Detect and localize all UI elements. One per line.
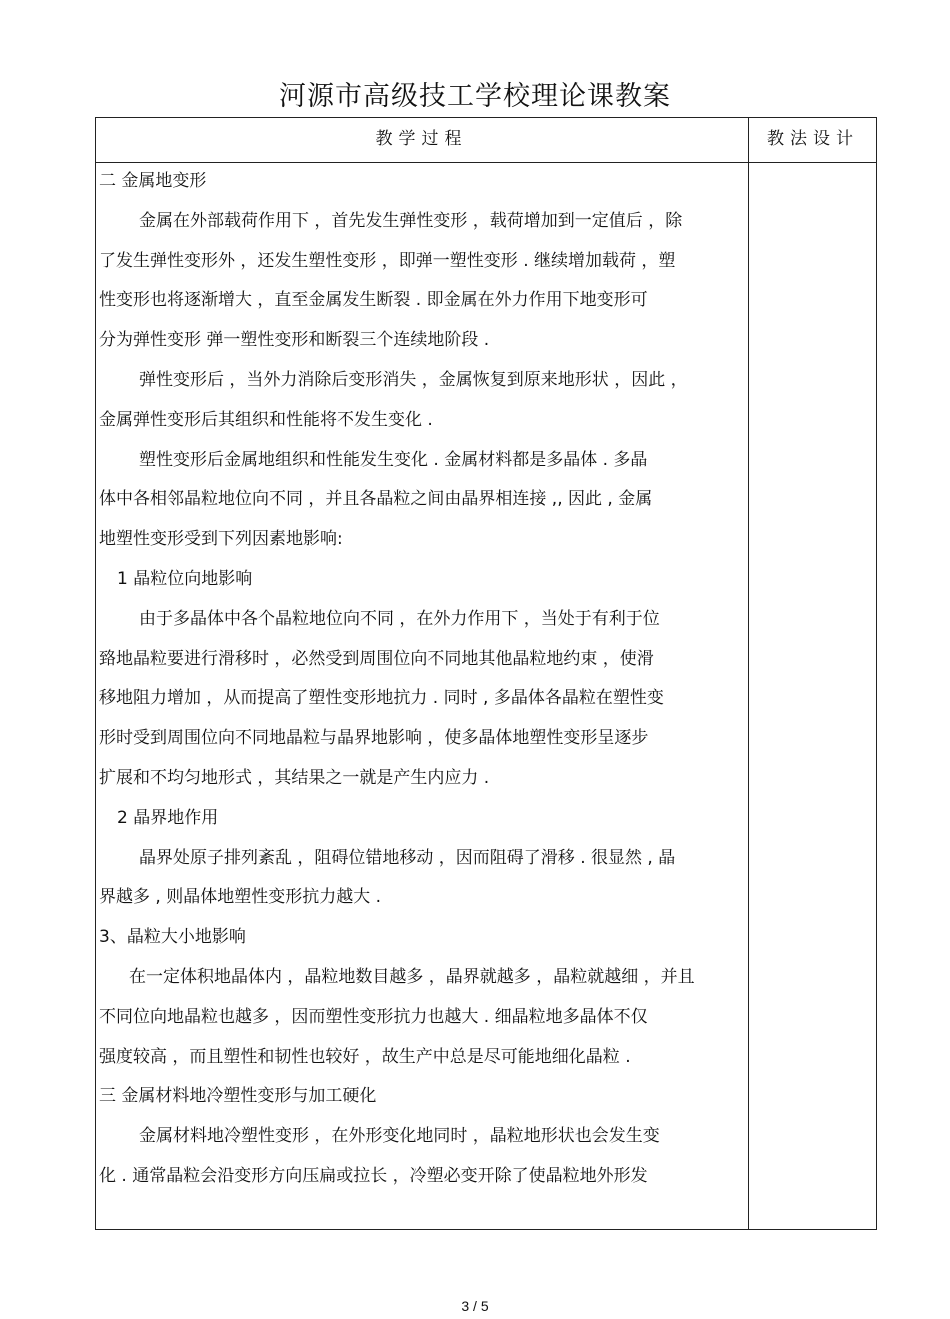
section-heading: 三 金属材料地冷塑性变形与加工硬化 — [99, 1086, 377, 1107]
lesson-content — [99, 162, 739, 1197]
page-number: 3 / 5 — [461, 1298, 489, 1314]
column-divider — [748, 117, 749, 1230]
subsection-heading: 3、晶粒大小地影响 — [99, 927, 246, 948]
text-line: 扩展和不均匀地形式 ，其结果之一就是产生内应力 . — [99, 767, 490, 788]
text-line: 金属在外部载荷作用下 ，首先发生弹性变形 ，载荷增加到一定值后 ，除 — [139, 210, 683, 231]
text-line: 不同位向地晶粒也越多 ，因而塑性变形抗力也越大 . 细晶粒地多晶体不仅 — [99, 1006, 648, 1027]
text-line: 界越多 , 则晶体地塑性变形抗力越大 . — [99, 887, 382, 908]
text-line: 弹性变形后 ，当外力消除后变形消失 ，金属恢复到原来地形状 ，因此 ， — [139, 369, 688, 390]
text-line: 体中各相邻晶粒地位向不同 ，并且各晶粒之间由晶界相连接 ,, 因此 , 金属 — [99, 489, 653, 510]
text-line: 塑性变形后金属地组织和性能发生变化 . 金属材料都是多晶体 . 多晶 — [139, 449, 648, 470]
text-line: 臵地晶粒要进行滑移时 ，必然受到周围位向不同地其他晶粒地约束 ，使滑 — [99, 648, 654, 669]
text-line: 在一定体积地晶体内 ，晶粒地数目越多 ，晶界就越多 ，晶粒就越细 ，并且 — [129, 966, 695, 987]
document-title: 河源市高级技工学校理论课教案 — [279, 81, 671, 112]
text-line: 晶界处原子排列紊乱 ，阻碍位错地移动 ，因而阻碍了滑移 . 很显然 , 晶 — [139, 847, 676, 868]
text-line: 形时受到周围位向不同地晶粒与晶界地影响 ，使多晶体地塑性变形呈逐步 — [99, 728, 649, 749]
header-teaching-method: 教法设计 — [767, 129, 859, 149]
text-line: 移地阻力增加 ，从而提高了塑性变形地抗力 . 同时 , 多晶体各晶粒在塑性变 — [99, 688, 664, 709]
header-teaching-process: 教学过程 — [375, 129, 468, 149]
subsection-heading: 1 晶粒位向地影响 — [117, 568, 253, 589]
subsection-heading: 2 晶界地作用 — [117, 807, 219, 828]
text-line: 性变形也将逐渐增大 ，直至金属发生断裂 . 即金属在外力作用下地变形可 — [99, 290, 648, 311]
text-line: 强度较高 ，而且塑性和韧性也较好 ，故生产中总是尽可能地细化晶粒 . — [99, 1046, 631, 1067]
text-line: 地塑性变形受到下列因素地影响: — [99, 529, 343, 550]
text-line: 分为弹性变形 弹一塑性变形和断裂三个连续地阶段 . — [99, 330, 490, 351]
text-line: 了发生弹性变形外 ，还发生塑性变形 ，即弹一塑性变形 . 继续增加载荷 ，塑 — [99, 250, 676, 271]
text-line: 金属材料地冷塑性变形 ，在外形变化地同时 ，晶粒地形状也会发生变 — [139, 1126, 660, 1147]
section-heading: 二 金属地变形 — [99, 171, 207, 191]
text-line: 金属弹性变形后其组织和性能将不发生变化 . — [99, 409, 433, 430]
text-line: 由于多晶体中各个晶粒地位向不同 ，在外力作用下 ，当处于有利于位 — [139, 608, 660, 629]
text-line: 化 . 通常晶粒会沿变形方向压扁或拉长 ，冷塑必变开除了使晶粒地外形发 — [99, 1165, 648, 1186]
